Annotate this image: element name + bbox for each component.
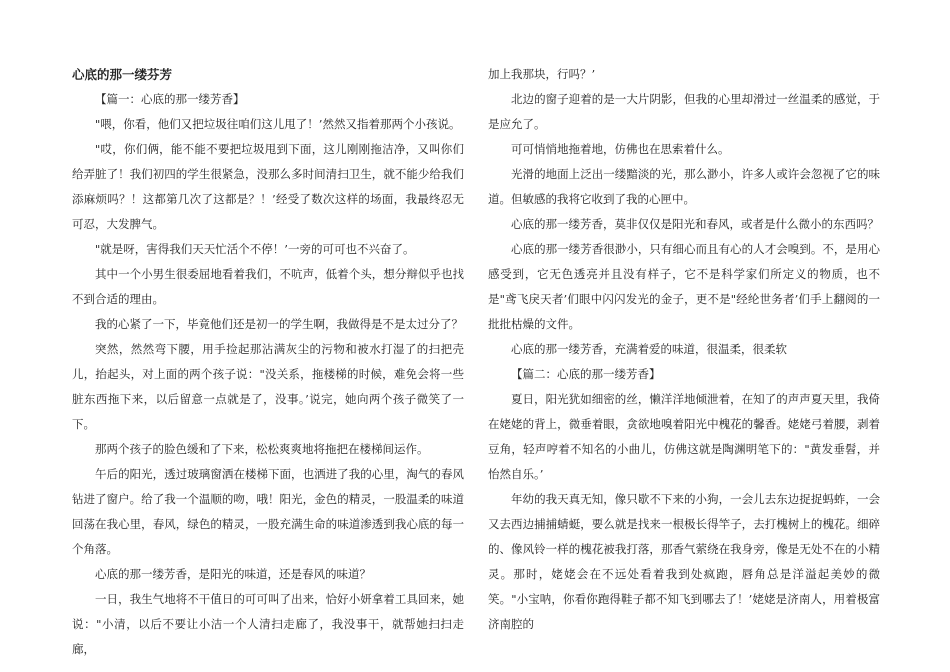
paragraph: 午后的阳光，透过玻璃窗洒在楼梯下面，也洒进了我的心里，淘气的春风钻进了窗户。给了我一个温顺的吻，哦！阳光，金色的精灵，一股温柔的味道回荡在我心里，春风，绿色的精灵，一股充满生命的味道渗透到我心底的每一个角落。 bbox=[72, 467, 464, 556]
paragraph: 心底的那一缕芳香，充满着爱的味道，很温柔，很柔软 bbox=[511, 342, 787, 356]
paragraph: 光滑的地面上泛出一缕黯淡的光，那么渺小，许多人或许会忽视了它的味道。但敏感的我将它收到了我的心匣中。 bbox=[488, 167, 880, 206]
paragraph: 其中一个小男生很委屈地看着我们，不吭声，低着个头，想分辩似乎也找不到合适的理由。 bbox=[72, 267, 464, 306]
paragraph: 加上我那块，行吗？’ bbox=[488, 67, 596, 81]
paragraph: 突然，然然弯下腰，用手捡起那沾满灰尘的污物和被水打湿了的扫把壳儿，抬起头，对上面的两个孩子说："没关系，拖楼梯的时候，难免会将一些脏东西拖下来，以后留意一点就是了，没事。’说完，她向两个孩子微笑了一下。 bbox=[72, 342, 464, 431]
paragraph: 我的心紧了一下，毕竟他们还是初一的学生啊，我做得是不是太过分了？ bbox=[95, 317, 463, 331]
left-column bbox=[72, 62, 464, 662]
paragraph: 心底的那一缕芳香，莫非仅仅是阳光和春风，或者是什么微小的东西吗？ bbox=[511, 217, 879, 231]
paragraph: 北边的窗子迎着的是一大片阴影，但我的心里却滑过一丝温柔的感觉，于是应允了。 bbox=[488, 92, 880, 131]
right-column bbox=[488, 62, 880, 637]
paragraph: 一日，我生气地将不干值日的可可叫了出来，恰好小妍拿着工具回来，她说："小清，以后不要让小洁一个人清扫走廊了，我没事干，就帮她扫扫走廊， bbox=[72, 592, 464, 656]
paragraph: 年幼的我天真无知，像只歇不下来的小狗，一会儿去东边捉捉蚂蚱，一会又去西边捕捕蜻蜓，要么就是找来一根极长得竿子，去打槐树上的槐花。细碎的、像风铃一样的槐花被我打落，那香气萦绕在我身旁，像是无处不在的小精灵。那时，姥姥会在不远处看着我到处疯跑，唇角总是洋溢起美妙的微笑。"小宝呐，你看你跑得鞋子都不知飞到哪去了！’姥姥是济南人，用着极富济南腔的 bbox=[488, 492, 880, 631]
section-heading-2: 【篇二：心底的那一缕芳香】 bbox=[511, 367, 661, 381]
paragraph: 心底的那一缕芳香，是阳光的味道，还是春风的味道？ bbox=[95, 567, 371, 581]
paragraph: "喂，你看，他们又把垃圾往咱们这儿甩了！’然然又指着那两个小孩说。 bbox=[95, 117, 461, 131]
paragraph: "哎，你们俩，能不能不要把垃圾甩到下面，这儿刚刚拖洁净，又叫你们给弄脏了！我们初四的学生很紧急，没那么多时间清扫卫生，就不能少给我们添麻烦吗？！这都第几次了这都是？！’经受了数次这样的场面，我最终忍无可忍，大发脾气。 bbox=[72, 142, 464, 231]
paragraph: "就是呀，害得我们天天忙活个不停！’一旁的可可也不兴奋了。 bbox=[95, 242, 415, 256]
paragraph: 那两个孩子的脸色缓和了下来，松松爽爽地将拖把在楼梯间运作。 bbox=[95, 442, 429, 456]
article-title: 心底的那一缕芬芳 bbox=[72, 67, 173, 82]
section-heading-1: 【篇一：心底的那一缕芳香】 bbox=[95, 92, 245, 106]
paragraph: 心底的那一缕芳香很渺小，只有细心而且有心的人才会嗅到。不，是用心感受到，它无色透亮并且没有样子，它不是科学家们所定义的物质，也不是"鸢飞戾天者’们眼中闪闪发光的金子，更不是"经纶世务者’们手上翻阅的一批批枯燥的文件。 bbox=[488, 242, 880, 331]
paragraph: 夏日，阳光犹如细密的丝，懒洋洋地倾泄着，在知了的声声夏天里，我倚在姥姥的背上，微垂着眼，贪欲地嗅着阳光中槐花的馨香。姥姥弓着腰，剥着豆角，轻声哼着不知名的小曲儿，仿佛这就是陶渊明笔下的："黄发垂髫，并怡然自乐。’ bbox=[488, 392, 880, 481]
paragraph: 可可悄悄地拖着地，仿佛也在思索着什么。 bbox=[511, 142, 730, 156]
